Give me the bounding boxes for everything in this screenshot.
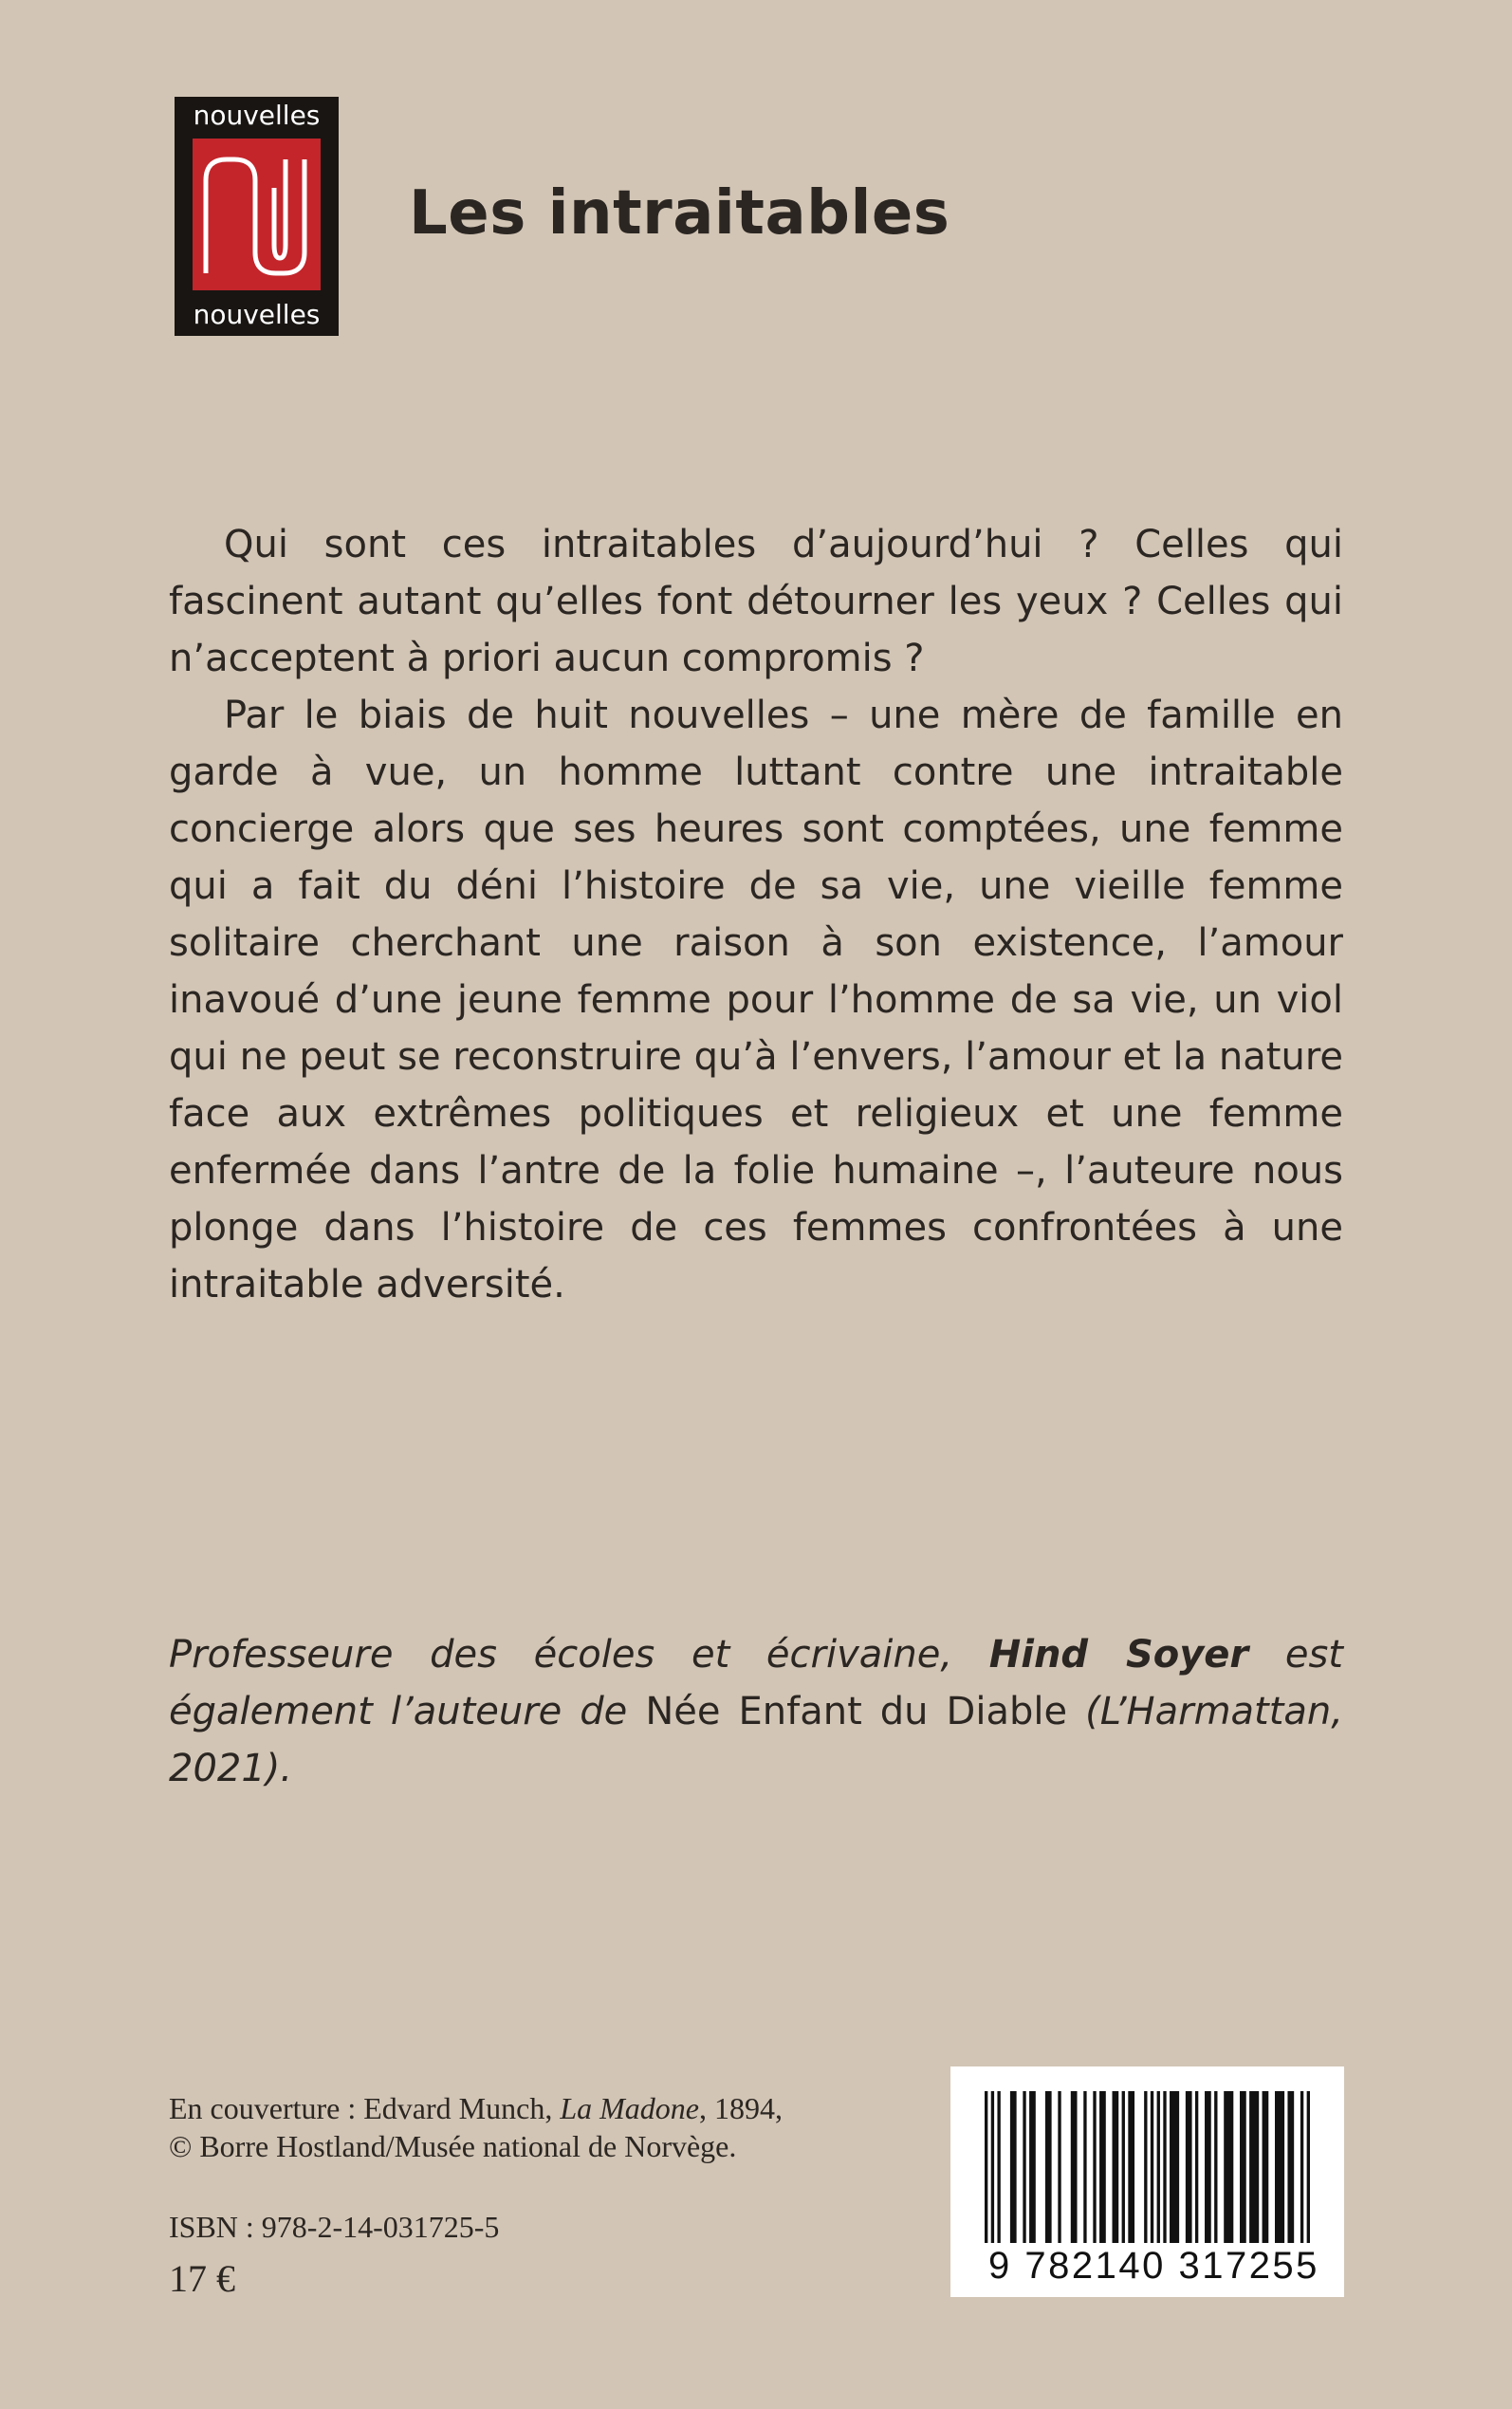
artwork-year: , 1894, [698,2091,783,2125]
barcode-bar [1287,2091,1294,2243]
isbn: ISBN : 978-2-14-031725-5 [169,2210,500,2244]
barcode-bar [1071,2091,1078,2243]
summary-paragraph-1: Qui sont ces intraitables d’aujourd’hui ? Celles qui fascinent autant qu’elles font détourner les yeux ? Celles qui n’acceptent à priori aucun compromis ? [169,523,1343,680]
barcode-bar [1157,2091,1160,2243]
barcode-bar [1186,2091,1192,2243]
artwork-title: La Madone [560,2091,699,2125]
credits-copyright: © Borre Hostland/Musée national de Norvège. [169,2129,737,2163]
cover-credits [169,2089,947,2165]
barcode-bar [991,2091,994,2243]
barcode-bar [1307,2091,1310,2243]
barcode-bar [1240,2091,1246,2243]
barcode-bar [1214,2091,1217,2243]
bio-publisher: (L’Harmattan, 2021). [169,1690,1343,1790]
barcode-bar [1144,2091,1147,2243]
barcode-bar [1058,2091,1060,2243]
barcode-bar [1083,2091,1086,2243]
credits-line-1 [169,2089,947,2127]
barcode-bar [1263,2091,1269,2243]
barcode-bar [1122,2091,1125,2243]
barcode-digits: 9 782140 317255 [988,2245,1319,2287]
barcode-bar [997,2091,1000,2243]
barcode-bar [1010,2091,1017,2243]
barcode-bar [1023,2091,1025,2243]
author-bio [169,1626,1343,1797]
price: 17 € [169,2257,235,2300]
barcode-bar [1093,2091,1096,2243]
barcode-bar [1275,2091,1284,2243]
other-book-title: Née Enfant du Diable [645,1690,1068,1733]
barcode-bar [1099,2091,1106,2243]
barcode-bar [1029,2091,1036,2243]
barcode-bar [985,2091,987,2243]
publisher-logo [175,97,339,336]
barcode-bar [1045,2091,1052,2243]
credits-prefix: En couverture : Edvard Munch, [169,2091,561,2125]
barcode-bar [1195,2091,1198,2243]
barcode-bar [1113,2091,1119,2243]
logo-bottom-label: nouvelles [193,299,321,330]
bio-intro: Professeure des écoles et écrivaine, [169,1633,989,1677]
barcode-bar [1300,2091,1303,2243]
barcode-bar [1170,2091,1179,2243]
barcode-bar [1163,2091,1166,2243]
barcode-bar [1151,2091,1153,2243]
summary-paragraph-2: Par le biais de huit nouvelles – une mère de famille en garde à vue, un homme luttant contre une intraitable concierge alors que ses heures sont comptées, une femme qui a fait du déni l’histoire de sa vie, une vieille femme solitaire cherchant une raison à son existence, l’amour inavoué d’une jeune femme pour l’homme de sa vie, un viol qui ne peut se reconstruire qu’à l’envers, l’amour et la nature face aux extrêmes politiques et religieux et une femme enfermée dans l’antre de la folie humaine –, l’auteure nous plonge dans l’histoire de ces femmes confrontées à une intraitable adversité. [169,694,1343,1306]
nu-monogram-icon [193,139,321,290]
barcode-bar [1224,2091,1233,2243]
author-name: Hind Soyer [988,1633,1249,1677]
barcode-bar [1128,2091,1134,2243]
back-cover-summary [169,516,1343,1313]
barcode-bar [1249,2091,1259,2243]
barcode [950,2066,1344,2297]
bio-middle: est également l’auteure de [169,1633,1343,1733]
book-title: Les intraitables [409,178,950,249]
logo-nu-mark [193,139,321,290]
logo-top-label: nouvelles [193,100,321,131]
barcode-bar [1205,2091,1211,2243]
